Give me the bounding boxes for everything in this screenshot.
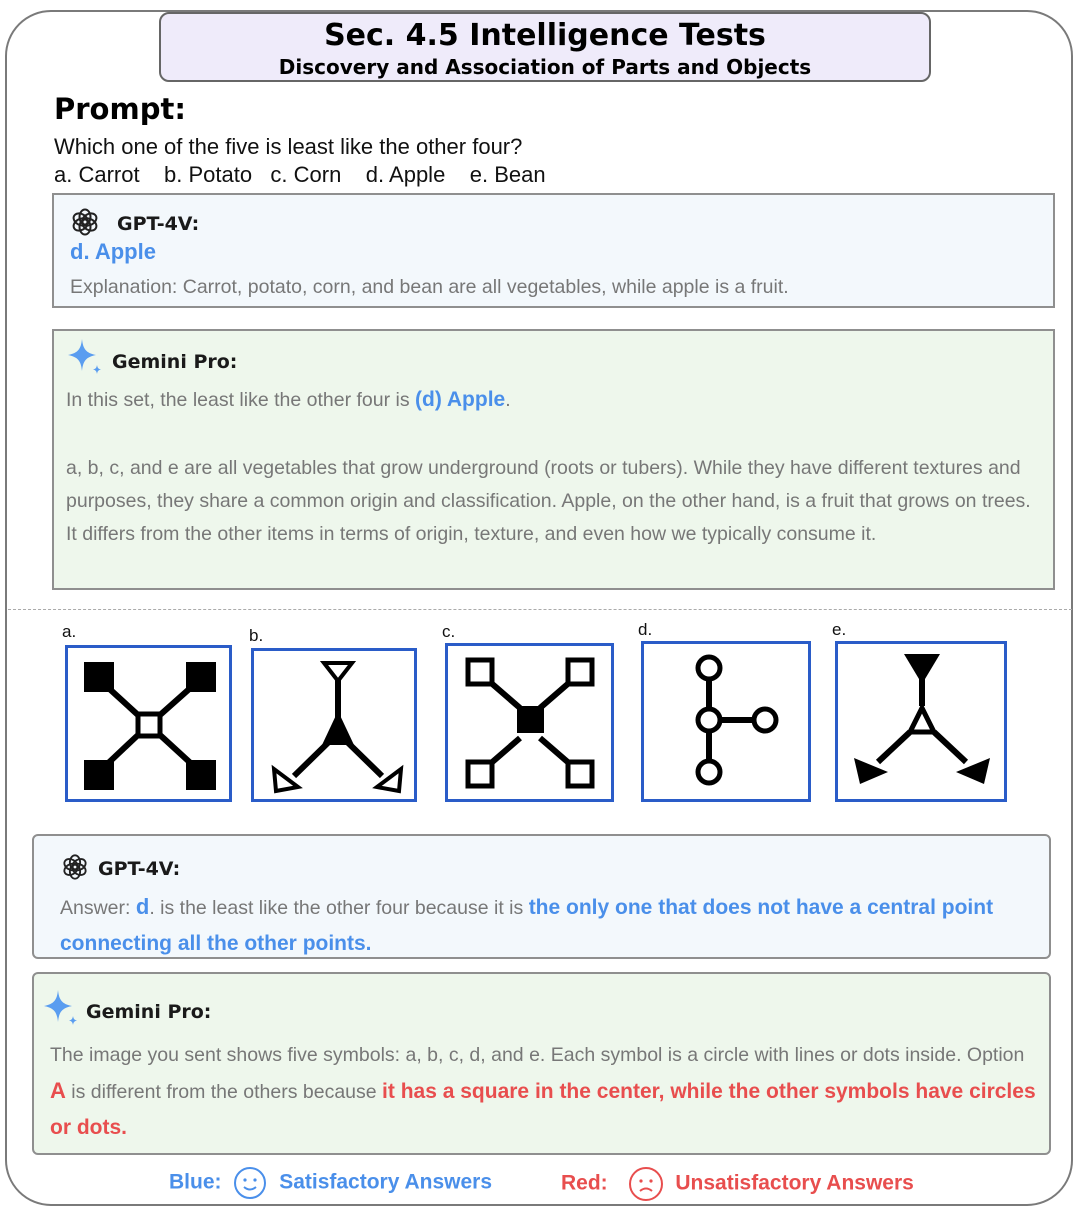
gpt-answer-highlight: the only one that does not have a central point connecting all the other points. (60, 896, 994, 955)
section-subtitle: Discovery and Association of Parts and Objects (278, 55, 812, 79)
figure-b (251, 648, 417, 802)
figure-a (65, 645, 232, 802)
gpt-answer-box-1 (52, 193, 1055, 308)
gpt-answer-letter: d (135, 894, 150, 919)
gemini-sparkle-icon (64, 337, 108, 377)
frown-icon (628, 1166, 664, 1202)
gemini-answer-pre: In this set, the least like the other four is (66, 389, 416, 411)
gemini-answer-letter: A (50, 1078, 66, 1103)
figure-label-c: c. (442, 622, 456, 641)
gemini-answer-pre: The image you sent shows five symbols: a, b, c, d, and e. Each symbol is a circle with lines or dots inside. Option (50, 1044, 1025, 1066)
gpt-explanation: Explanation: Carrot, potato, corn, and bean are all vegetables, while apple is a fruit. (70, 276, 789, 298)
figure-c-symbol (448, 646, 611, 799)
figure-b-symbol (254, 651, 414, 799)
figure-c (445, 643, 614, 802)
openai-icon (70, 207, 100, 237)
gpt-answer-mid: . is the least like the other four because it is (149, 897, 529, 919)
smiley-icon (233, 1166, 267, 1200)
prompt-options: a. Carrot b. Potato c. Corn d. Apple e. Bean (54, 162, 546, 187)
gemini-answer-line (66, 388, 511, 412)
figure-e (835, 641, 1007, 802)
section-title: Sec. 4.5 Intelligence Tests (324, 18, 766, 53)
gpt-model-label: GPT-4V: (117, 213, 200, 235)
gpt-model-label: GPT-4V: (98, 858, 181, 880)
gemini-answer-box-1 (52, 329, 1055, 590)
gemini-model-label: Gemini Pro: (112, 351, 238, 373)
figure-d-symbol (644, 644, 808, 799)
figure-e-symbol (838, 644, 1004, 799)
section-header (159, 12, 931, 82)
figure-label-e: e. (832, 620, 847, 639)
gemini-explanation: a, b, c, and e are all vegetables that grow underground (roots or tubers). While they have different textures and purposes, they share a common origin and classification. Apple, on the other hand, is a fruit that grows on trees. It differs from the other items in terms of origin, texture, and even how we typically consume it. (66, 457, 1031, 545)
figure-a-symbol (68, 648, 229, 799)
section-divider (8, 609, 1072, 610)
figure-label-b: b. (249, 626, 264, 645)
legend-red-label: Red: (561, 1171, 608, 1195)
gemini-answer-highlight: it has a square in the center, while the other symbols have circles or dots. (50, 1080, 1036, 1139)
legend-blue (169, 1166, 492, 1200)
prompt-question: Which one of the five is least like the other four? (54, 134, 523, 159)
openai-icon (61, 853, 89, 881)
gemini-answer-mid: is different from the others because (65, 1081, 383, 1103)
gemini-answer-highlight: (d) Apple (415, 388, 506, 411)
gemini-model-label: Gemini Pro: (86, 1001, 212, 1023)
gpt-answer: d. Apple (70, 239, 156, 264)
gemini-sparkle-icon (40, 988, 84, 1028)
legend-blue-text: Satisfactory Answers (279, 1170, 492, 1194)
prompt-text (54, 133, 546, 189)
figure-d (641, 641, 811, 802)
gemini-answer-box-2 (32, 972, 1051, 1155)
gemini-answer-2 (50, 1037, 1045, 1146)
legend-red (561, 1166, 914, 1202)
figure-label-d: d. (638, 620, 653, 639)
gpt-answer-box-2 (32, 834, 1051, 959)
gpt-answer-pre: Answer: (60, 897, 136, 919)
prompt-label: Prompt: (54, 92, 186, 126)
legend-red-text: Unsatisfactory Answers (675, 1171, 914, 1195)
gpt-answer-2 (60, 889, 1050, 962)
legend-blue-label: Blue: (169, 1170, 222, 1194)
figure-label-a: a. (62, 622, 77, 641)
gemini-answer-post: . (505, 389, 511, 411)
